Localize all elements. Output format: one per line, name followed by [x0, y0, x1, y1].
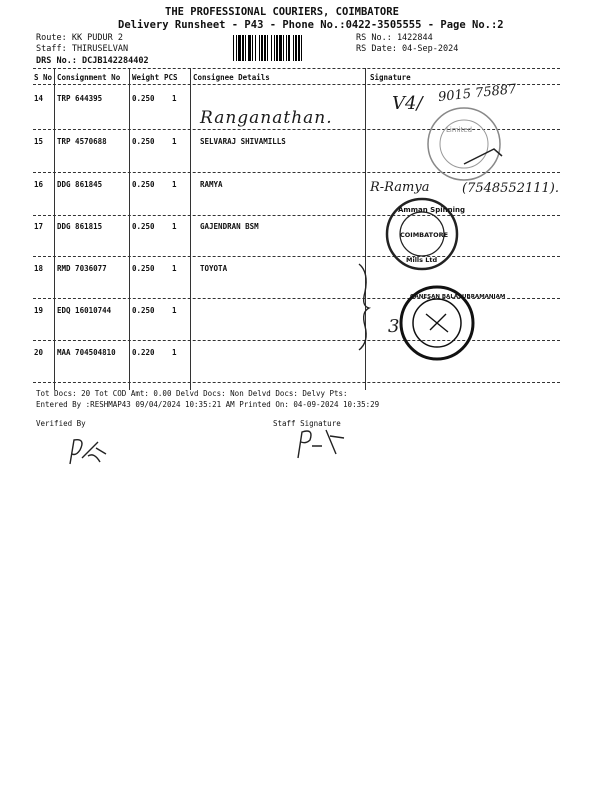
barcode-bar	[242, 35, 244, 61]
barcode-bar	[248, 35, 251, 61]
row-consignment: TRP 4570688	[57, 137, 107, 146]
verified-by-label: Verified By	[36, 419, 86, 428]
row-pcs: 1	[172, 306, 177, 315]
row-pcs: 1	[172, 180, 177, 189]
stamp-round-seal	[398, 284, 506, 362]
row-sno: 15	[34, 137, 44, 146]
row-weight: 0.220	[132, 348, 155, 357]
row-consignee: GAJENDRAN BSM	[200, 222, 259, 231]
row-pcs: 1	[172, 222, 177, 231]
staff-signature-scribble	[292, 424, 362, 464]
col-divider-3	[190, 68, 191, 390]
row-sno: 20	[34, 348, 44, 357]
stamp-amman-bottom: Mills Ltd	[406, 256, 438, 264]
handwritten-mark-row19: 3	[388, 316, 400, 337]
row-consignee: RAMYA	[200, 180, 223, 189]
handwritten-phone-row16: (7548552111).	[462, 181, 559, 196]
handwritten-signature-row14: V4/	[392, 93, 423, 114]
entered-by-line: Entered By :RESHMAP43 09/04/2024 10:35:21 AM Printed On: 04-09-2024 10:35:29	[36, 400, 380, 409]
company-title: THE PROFESSIONAL COURIERS, COIMBATORE	[165, 6, 399, 18]
barcode-bar	[286, 35, 287, 61]
row-consignment: DDG 861845	[57, 180, 103, 189]
row-sno: 17	[34, 222, 44, 231]
staff-signature-label: Staff Signature	[273, 419, 341, 428]
barcode-bar	[252, 35, 253, 61]
col-header-weight: Weight	[132, 73, 160, 82]
barcode-bar	[283, 35, 284, 61]
col-header-signature: Signature	[370, 73, 411, 82]
barcode-bar	[288, 35, 290, 61]
row-pcs: 1	[172, 94, 177, 103]
stamp-amman-top: Amman Spinning	[398, 206, 465, 214]
table-bottom-rule	[33, 382, 560, 383]
stamp-limited	[424, 104, 504, 184]
barcode-bar	[301, 35, 302, 61]
row-weight: 0.250	[132, 180, 155, 189]
row-weight: 0.250	[132, 94, 155, 103]
col-header-consignee: Consignee Details	[193, 73, 270, 82]
handwritten-bracket	[355, 262, 375, 352]
row-pcs: 1	[172, 264, 177, 273]
header-top-rule	[33, 68, 560, 69]
rs-number: RS No.: 1422844	[356, 33, 433, 43]
barcode	[233, 35, 343, 61]
handwritten-recipient-row16: R-Ramya	[370, 180, 430, 195]
barcode-bar	[261, 35, 263, 61]
barcode-bar	[271, 35, 272, 61]
staff-label: Staff: THIRUSELVAN	[36, 44, 129, 54]
stamp-seal-ring: GANESAN BALASUBRAMANIAM	[410, 294, 506, 300]
barcode-bar	[259, 35, 260, 61]
handwritten-phone-row14: 9015 75887	[437, 81, 518, 106]
barcode-bar	[279, 35, 282, 61]
row-sno: 14	[34, 94, 44, 103]
barcode-bar	[295, 35, 297, 61]
barcode-bar	[255, 35, 256, 61]
row-weight: 0.250	[132, 137, 155, 146]
row-consignment: MAA 704504810	[57, 348, 116, 357]
barcode-bar	[298, 35, 300, 61]
barcode-bar	[267, 35, 268, 61]
col-divider-1	[54, 68, 55, 390]
handwritten-recipient-name: Ranganathan.	[200, 108, 333, 128]
row-rule	[33, 256, 560, 257]
row-rule	[33, 215, 560, 216]
row-weight: 0.250	[132, 264, 155, 273]
col-divider-2	[129, 68, 130, 390]
row-weight: 0.250	[132, 222, 155, 231]
col-header-consignment: Consignment No	[57, 73, 121, 82]
route-label: Route: KK PUDUR 2	[36, 33, 123, 43]
stamp-limited-text: Limited	[446, 126, 473, 134]
runsheet-title: Delivery Runsheet - P43 - Phone No.:0422-3505555 - Page No.:2	[118, 19, 504, 31]
row-pcs: 1	[172, 137, 177, 146]
barcode-bar	[264, 35, 266, 61]
barcode-bar	[274, 35, 275, 61]
row-weight: 0.250	[132, 306, 155, 315]
barcode-bar	[245, 35, 246, 61]
stamp-amman-mid: COIMBATORE	[400, 231, 449, 239]
totals-line: Tot Docs: 20 Tot COD Amt: 0.00 Delvd Docs: Non Delvd Docs: Delvy Pts:	[36, 389, 348, 398]
barcode-bar	[236, 35, 237, 61]
barcode-bar	[238, 35, 241, 61]
row-sno: 18	[34, 264, 44, 273]
row-consignment: EDQ 16010744	[57, 306, 112, 315]
row-consignment: TRP 644395	[57, 94, 103, 103]
col-header-sno: S No	[34, 73, 53, 82]
row-pcs: 1	[172, 348, 177, 357]
drs-number: DRS No.: DCJB142284402	[36, 56, 149, 66]
barcode-bar	[293, 35, 294, 61]
verified-by-signature	[64, 434, 124, 474]
row-rule	[33, 340, 560, 341]
row-consignee: SELVARAJ SHIVAMILLS	[200, 137, 286, 146]
stamp-amman-spinning	[384, 196, 465, 272]
barcode-bar	[233, 35, 234, 61]
row-consignment: DDG 861815	[57, 222, 103, 231]
rs-date: RS Date: 04-Sep-2024	[356, 44, 459, 54]
row-sno: 16	[34, 180, 44, 189]
row-sno: 19	[34, 306, 44, 315]
row-consignee: TOYOTA	[200, 264, 228, 273]
barcode-bar	[276, 35, 278, 61]
col-header-pcs: PCS	[164, 73, 178, 82]
row-consignment: RMD 7036077	[57, 264, 107, 273]
